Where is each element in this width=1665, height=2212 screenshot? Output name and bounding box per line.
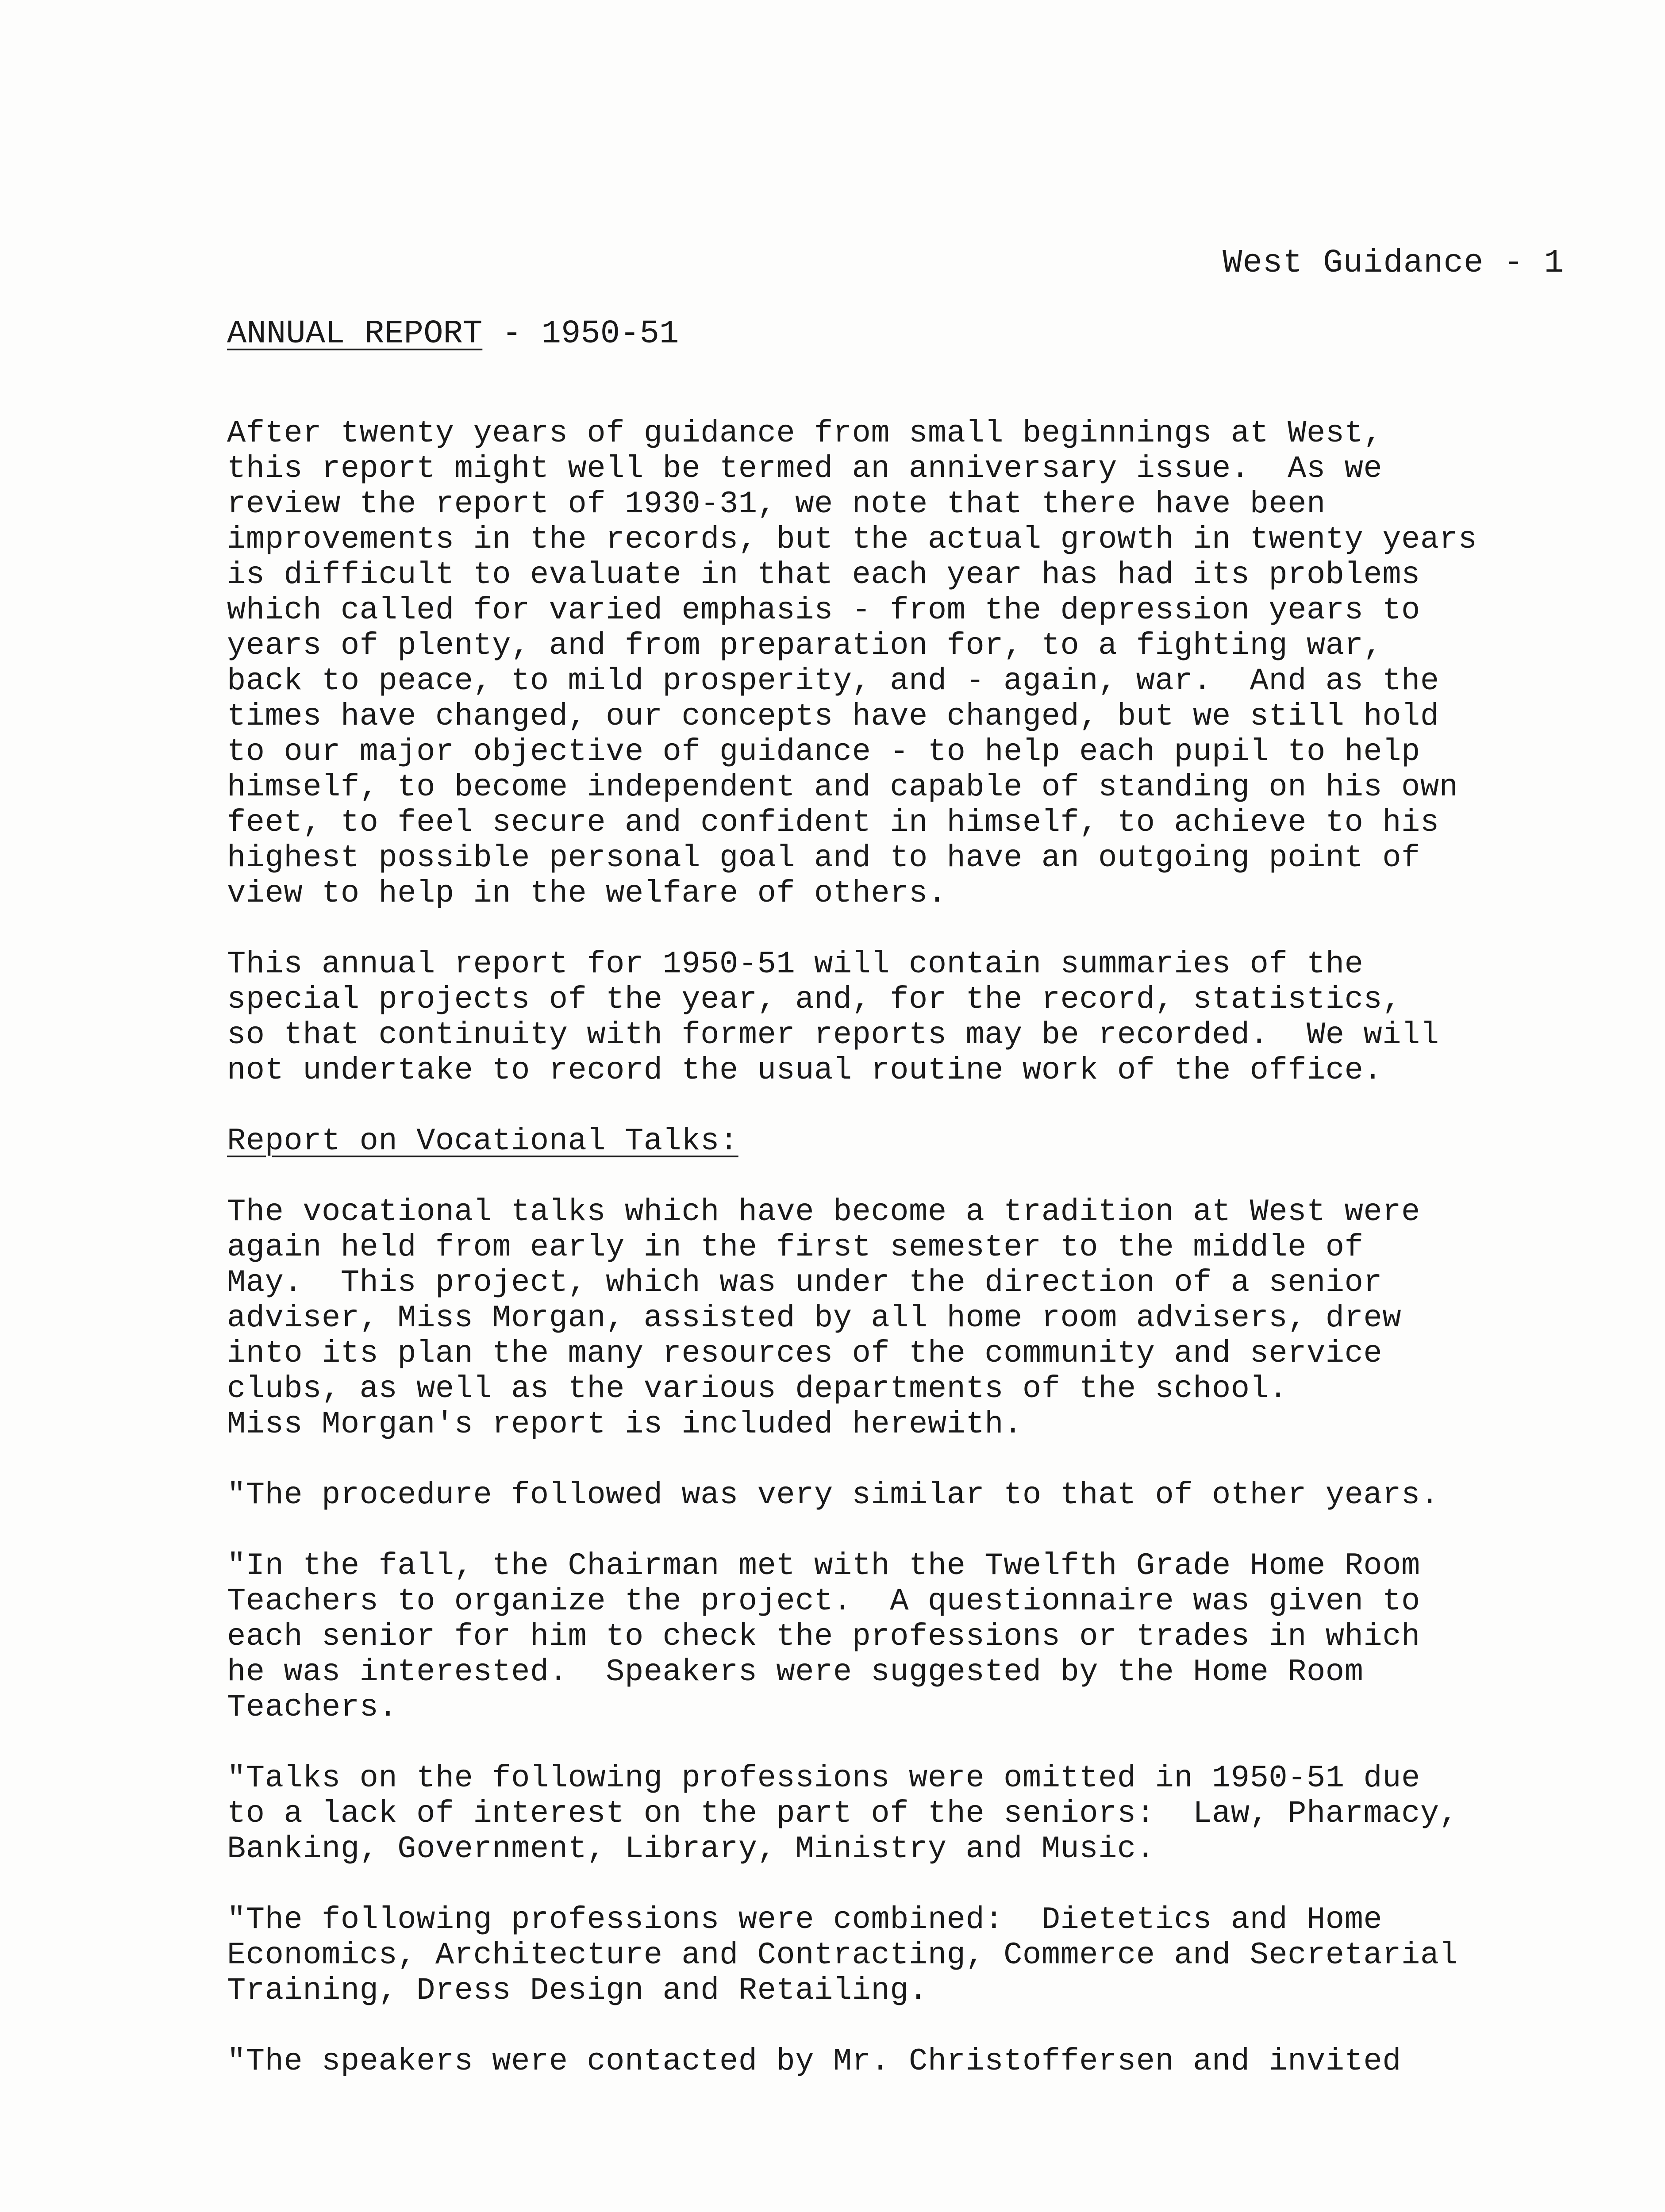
text-line: clubs, as well as the various departments of the school. <box>227 1371 1288 1407</box>
text-line: This annual report for 1950-51 will contain summaries of the <box>227 947 1364 982</box>
text-line: is difficult to evaluate in that each year has had its problems <box>227 557 1420 593</box>
report-title-separator: - <box>482 315 542 353</box>
text-line: to a lack of interest on the part of the seniors: Law, Pharmacy, <box>227 1796 1458 1832</box>
text-line: to our major objective of guidance - to help each pupil to help <box>227 734 1420 770</box>
section-paragraph <box>227 1194 1625 1442</box>
report-body <box>227 416 1625 2115</box>
text-line: adviser, Miss Morgan, assisted by all home room advisers, drew <box>227 1301 1402 1336</box>
text-line: each senior for him to check the professions or trades in which <box>227 1619 1420 1655</box>
text-line: so that continuity with former reports may be recorded. We will <box>227 1018 1439 1053</box>
text-line: Banking, Government, Library, Ministry and Music. <box>227 1832 1155 1867</box>
text-line: Miss Morgan's report is included herewith. <box>227 1407 1023 1442</box>
text-line: view to help in the welfare of others. <box>227 876 947 911</box>
intro-section <box>227 416 1625 1088</box>
text-line: which called for varied emphasis - from the depression years to <box>227 593 1420 628</box>
text-line: special projects of the year, and, for the record, statistics, <box>227 982 1402 1018</box>
text-line: Teachers. <box>227 1690 398 1725</box>
text-line: "In the fall, the Chairman met with the Twelfth Grade Home Room <box>227 1548 1420 1584</box>
report-title-line <box>227 312 679 356</box>
text-line: feet, to feel secure and confident in himself, to achieve to his <box>227 805 1439 841</box>
text-line: Training, Dress Design and Retailing. <box>227 1973 928 2008</box>
text-line: After twenty years of guidance from small beginnings at West, <box>227 416 1383 451</box>
text-line: review the report of 1930-31, we note that there have been <box>227 487 1326 522</box>
section-heading <box>227 1124 1625 1159</box>
text-line: "The following professions were combined: Dietetics and Home <box>227 1902 1383 1938</box>
text-line: himself, to become independent and capable of standing on his own <box>227 770 1458 805</box>
text-line: Economics, Architecture and Contracting, Commerce and Secretarial <box>227 1938 1458 1973</box>
text-line: years of plenty, and from preparation for, to a fighting war, <box>227 628 1383 664</box>
text-line: times have changed, our concepts have changed, but we still hold <box>227 699 1439 734</box>
intro-paragraph <box>227 416 1625 911</box>
section-paragraph <box>227 1902 1625 2008</box>
page-header-label: West Guidance - 1 <box>1223 245 1564 282</box>
text-line: again held from early in the first semester to the middle of <box>227 1230 1364 1265</box>
intro-paragraph <box>227 947 1625 1088</box>
text-line: The vocational talks which have become a tradition at West were <box>227 1194 1420 1230</box>
text-line: back to peace, to mild prosperity, and - again, war. And as the <box>227 664 1439 699</box>
section-paragraph <box>227 2044 1625 2079</box>
text-line: "The speakers were contacted by Mr. Christoffersen and invited <box>227 2044 1402 2079</box>
report-title: ANNUAL REPORT <box>227 315 483 353</box>
text-line: highest possible personal goal and to have an outgoing point of <box>227 841 1420 876</box>
text-line: May. This project, which was under the direction of a senior <box>227 1265 1383 1301</box>
text-line: improvements in the records, but the actual growth in twenty years <box>227 522 1477 557</box>
report-year: 1950-51 <box>541 315 679 353</box>
section-heading-text: Report on Vocational Talks: <box>227 1124 738 1159</box>
text-line: "Talks on the following professions were omitted in 1950-51 due <box>227 1761 1420 1796</box>
vocational-talks-section <box>227 1194 1625 2079</box>
section-paragraph <box>227 1478 1625 1513</box>
section-paragraph <box>227 1761 1625 1867</box>
text-line: into its plan the many resources of the community and service <box>227 1336 1383 1371</box>
text-line: he was interested. Speakers were suggested by the Home Room <box>227 1655 1364 1690</box>
text-line: Teachers to organize the project. A questionnaire was given to <box>227 1584 1420 1619</box>
text-line: this report might well be termed an anniversary issue. As we <box>227 451 1383 487</box>
text-line: not undertake to record the usual routine work of the office. <box>227 1053 1383 1088</box>
section-paragraph <box>227 1548 1625 1725</box>
text-line: "The procedure followed was very similar to that of other years. <box>227 1478 1439 1513</box>
